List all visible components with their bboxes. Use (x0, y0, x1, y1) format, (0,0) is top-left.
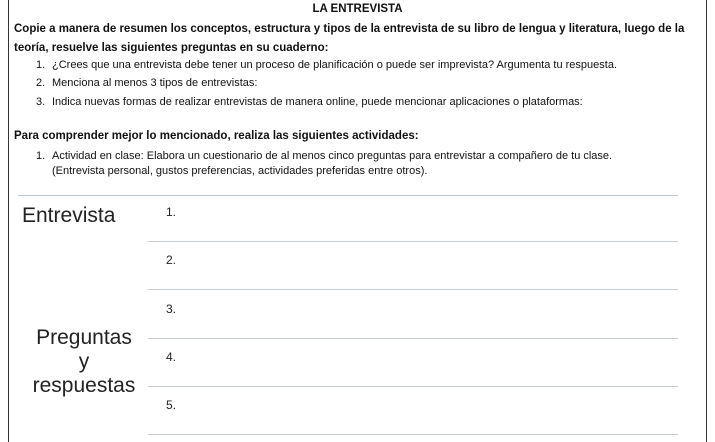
question-number: 2. (36, 77, 46, 89)
document-title: LA ENTREVISTA (312, 3, 403, 15)
section-heading: Para comprender mejor lo mencionado, realiza las siguientes actividades: (14, 130, 419, 142)
answer-line-4[interactable] (148, 386, 678, 387)
answer-number-1: 1. (166, 205, 177, 219)
answer-number-4: 4. (166, 350, 177, 364)
answer-line-2[interactable] (148, 289, 678, 290)
label-respuestas: respuestas (32, 374, 136, 397)
label-preguntas: Preguntas (36, 326, 132, 349)
label-entrevista: Entrevista (22, 204, 116, 227)
intro-paragraph: Copie a manera de resumen los conceptos, estructura y tipos de la entrevista de su libro de lengua y literatura, luego de la teoría, resuelve las siguientes preguntas en su cuaderno: (14, 23, 685, 54)
label-preguntas-respuestas (14, 326, 154, 398)
question-number: 3. (36, 96, 46, 108)
label-y: y (78, 350, 90, 373)
question-text: Menciona al menos 3 tipos de entrevistas: (52, 77, 258, 89)
answer-number-5: 5. (166, 398, 177, 412)
activity-text-line2: (Entrevista personal, gustos preferencias, actividades preferidas entre otros). (52, 165, 428, 177)
question-3 (36, 95, 583, 109)
question-1 (36, 58, 617, 72)
activity-number: 1. (36, 150, 46, 162)
activity-text-line1: Actividad en clase: Elabora un cuestionario de al menos cinco preguntas para entrevistar a compañero de tu clase. (52, 150, 613, 162)
answer-line-3[interactable] (148, 338, 678, 339)
activity-1 (36, 149, 696, 179)
answer-number-2: 2. (166, 253, 177, 267)
question-number: 1. (36, 59, 46, 71)
answer-line-1[interactable] (148, 241, 678, 242)
answer-line-5[interactable] (148, 434, 678, 435)
worksheet-top-rule (18, 195, 678, 196)
question-text: ¿Crees que una entrevista debe tener un proceso de planificación o puede ser imprevista? Argumenta tu respuesta. (52, 59, 618, 71)
question-text: Indica nuevas formas de realizar entrevistas de manera online, puede mencionar aplicaciones o plataformas: (52, 96, 583, 108)
answer-number-3: 3. (166, 302, 177, 316)
question-2 (36, 76, 257, 90)
